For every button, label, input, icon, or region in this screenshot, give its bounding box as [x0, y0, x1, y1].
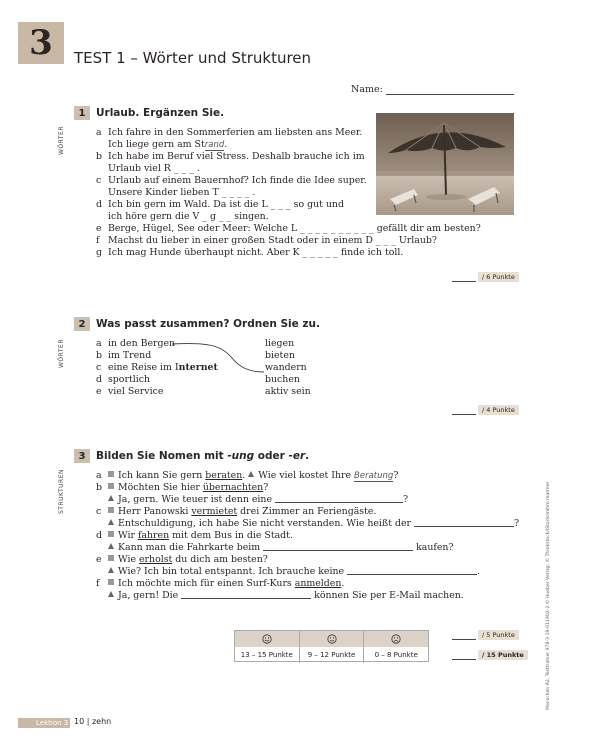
triangle-bullet-icon	[108, 543, 114, 549]
chapter-number-box	[18, 22, 64, 64]
triangle-bullet-icon	[108, 591, 114, 597]
page-title: TEST 1 – Wörter und Strukturen	[74, 49, 312, 67]
answer-blank[interactable]	[181, 590, 311, 599]
section-2-right-column	[265, 338, 311, 398]
list-item: a in den Bergen	[96, 338, 176, 349]
grade-table	[234, 630, 429, 662]
score-blank[interactable]	[452, 659, 476, 660]
list-item: Ja, gern! Die können Sie per E-Mail machen.	[96, 590, 519, 602]
list-item: Entschuldigung, ich habe Sie nicht verstanden. Wie heißt der ?	[96, 518, 519, 530]
list-item: g Ich mag Hunde überhaupt nicht. Aber K _ _ _ _ _ finde ich toll.	[96, 247, 404, 258]
chapter-number: 3	[29, 23, 53, 63]
section-2-score: / 4 Punkte	[452, 405, 519, 415]
name-label: Name:	[351, 84, 383, 95]
answer-blank[interactable]	[414, 518, 514, 527]
triangle-bullet-icon	[108, 495, 114, 501]
score-blank[interactable]	[452, 281, 476, 282]
copyright-notice: Menschen A2, Testtrainer 978-3-19-011902-2 © Hueber Verlag; © Thinkstock/iStock/mihm marmer	[546, 481, 551, 710]
beach-umbrella-image	[376, 113, 514, 215]
list-item: d sportlich	[96, 374, 150, 385]
triangle-bullet-icon	[248, 471, 254, 477]
list-item: wandern	[265, 362, 307, 373]
square-bullet-icon	[108, 555, 114, 561]
section-3-items	[96, 470, 519, 602]
sad-face-icon	[364, 631, 428, 647]
list-item: f Ich möchte mich für einen Surf-Kurs anmelden.	[96, 578, 345, 589]
list-item: e Berge, Hügel, See oder Meer: Welche L _ _ _ _ _ _ _ _ _ _ gefällt dir am besten?	[96, 223, 481, 234]
list-item: Ich liege gern am Strand.	[108, 139, 228, 150]
name-field[interactable]	[386, 94, 514, 95]
section-1-number: 1	[74, 106, 90, 120]
list-item: bieten	[265, 350, 295, 361]
footer-lektion-badge: Lektion 3	[18, 718, 70, 728]
section-2-title: Was passt zusammen? Ordnen Sie zu.	[96, 318, 320, 330]
triangle-bullet-icon	[108, 567, 114, 573]
list-item: f Machst du lieber in einer großen Stadt oder in einem D _ _ _ Urlaub?	[96, 235, 437, 246]
beach-umbrella-photo	[376, 113, 514, 215]
list-item: d Wir fahren mit dem Bus in die Stadt.	[96, 530, 293, 541]
handwritten-answer: rand	[204, 140, 225, 150]
list-item: Unsere Kinder lieben T _ _ _ _ .	[108, 187, 256, 198]
footer-page-number: 10 | zehn	[74, 717, 112, 726]
list-item: c Urlaub auf einem Bauernhof? Ich finde die Idee super.	[96, 175, 367, 186]
answer-blank[interactable]	[347, 566, 477, 575]
neutral-face-icon	[300, 631, 365, 647]
section-1-title: Urlaub. Ergänzen Sie.	[96, 107, 225, 119]
square-bullet-icon	[108, 471, 114, 477]
list-item: liegen	[265, 338, 295, 349]
list-item: aktiv sein	[265, 386, 311, 397]
section-3-number: 3	[74, 449, 90, 463]
list-item: b Ich habe im Beruf viel Stress. Deshalb brauche ich im	[96, 151, 365, 162]
section-3-score: / 5 Punkte	[452, 630, 519, 640]
square-bullet-icon	[108, 507, 114, 513]
matching-example-line	[170, 340, 266, 374]
list-item: Ja, gern. Wie teuer ist denn eine ?	[96, 494, 519, 506]
list-item: e Wie erholst du dich am besten?	[96, 554, 268, 565]
list-item: c Herr Panowski vermietet drei Zimmer an Feriengäste.	[96, 506, 377, 517]
triangle-bullet-icon	[108, 519, 114, 525]
score-blank[interactable]	[452, 639, 476, 640]
happy-face-icon	[235, 631, 300, 647]
list-item: e viel Service	[96, 386, 164, 397]
list-item: b im Trend	[96, 350, 152, 361]
grade-range-mid: 9 – 12 Punkte	[300, 647, 365, 663]
section-3-side-label: STRUKTUREN	[58, 468, 65, 514]
score-blank[interactable]	[452, 414, 476, 415]
section-2-number: 2	[74, 317, 90, 331]
square-bullet-icon	[108, 483, 114, 489]
grade-range-high: 13 – 15 Punkte	[235, 647, 300, 663]
grade-range-low: 0 – 8 Punkte	[374, 651, 418, 659]
answer-blank[interactable]	[263, 542, 413, 551]
list-item: a Ich fahre in den Sommerferien am liebsten ans Meer.	[96, 127, 363, 138]
list-item: b Möchten Sie hier übernachten?	[96, 482, 269, 493]
list-item: Wie? Ich bin total entspannt. Ich brauche keine .	[96, 566, 519, 578]
list-item: a Ich kann Sie gern beraten. Wie viel kostet Ihre Beratung?	[96, 470, 399, 481]
list-item: Urlaub viel R _ _ _ .	[108, 163, 200, 174]
total-score: / 15 Punkte	[452, 650, 528, 660]
list-item: buchen	[265, 374, 300, 385]
list-item: c eine Reise im Internet	[96, 362, 218, 373]
square-bullet-icon	[108, 531, 114, 537]
section-2-side-label: WÖRTER	[58, 338, 65, 368]
square-bullet-icon	[108, 579, 114, 585]
list-item: d Ich bin gern im Wald. Da ist die L _ _ _ so gut und	[96, 199, 344, 210]
handwritten-answer: Beratung	[354, 471, 394, 481]
answer-blank[interactable]	[275, 494, 403, 503]
list-item: ich höre gern die V _ g _ _ singen.	[108, 211, 269, 222]
section-3-title: Bilden Sie Nomen mit -ung oder -er.	[96, 450, 310, 462]
section-1-score: / 6 Punkte	[452, 272, 519, 282]
list-item: Kann man die Fahrkarte beim kaufen?	[96, 542, 519, 554]
section-1-side-label: WÖRTER	[58, 125, 65, 155]
